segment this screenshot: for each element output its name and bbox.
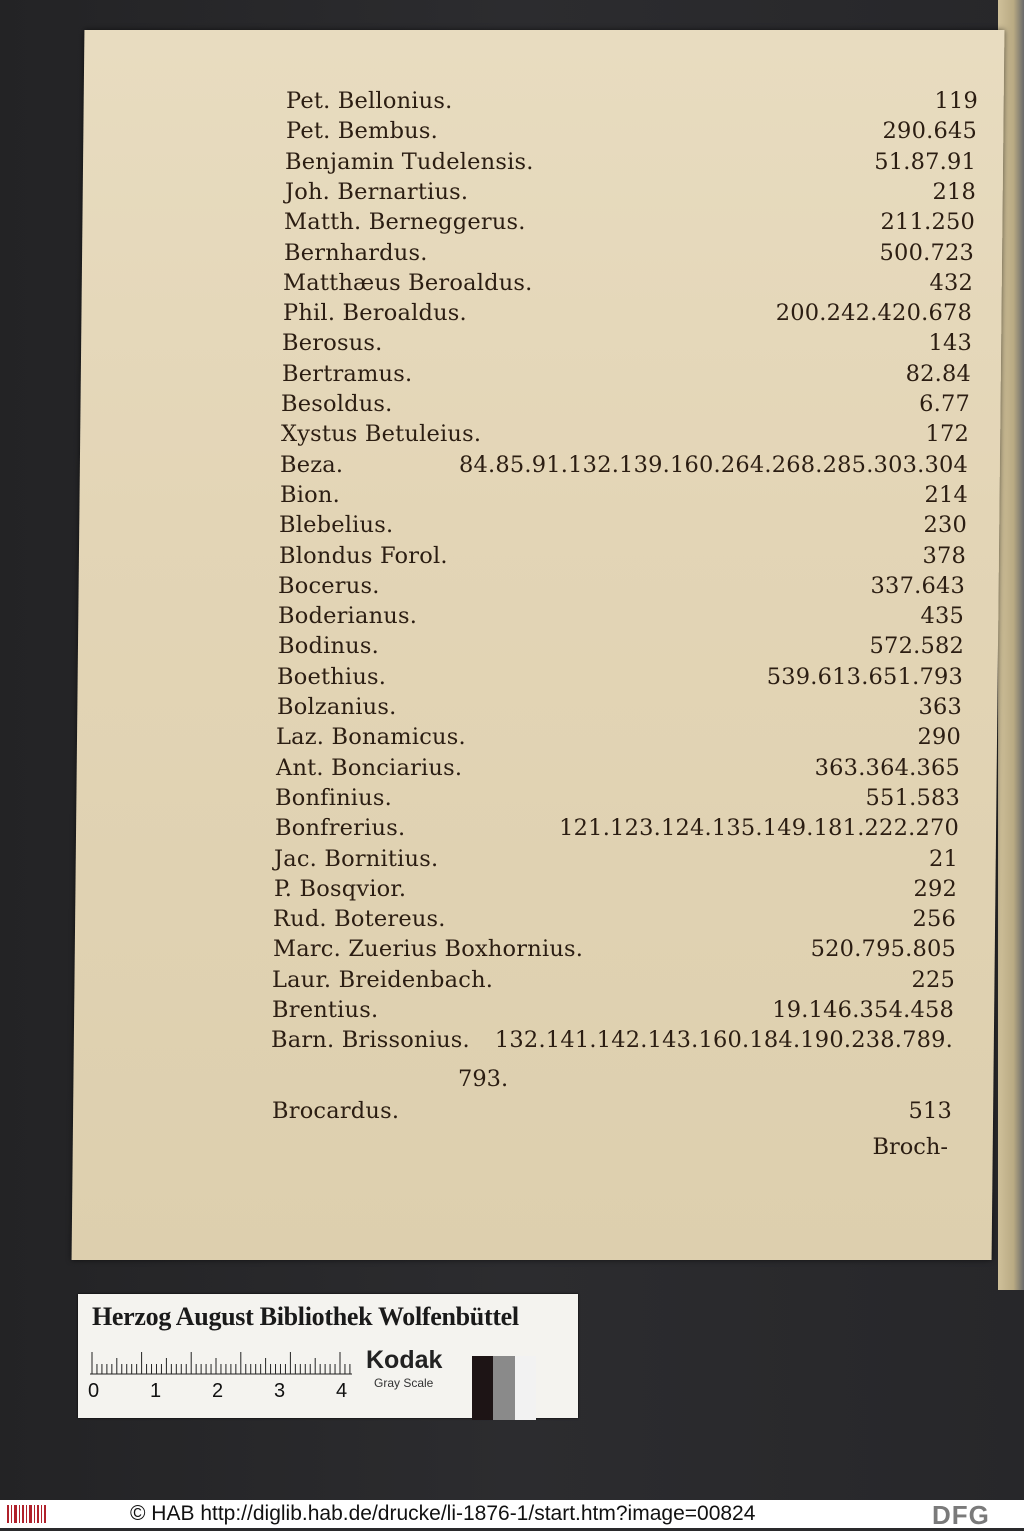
entry-pages: 500.723 <box>879 239 974 266</box>
index-entry <box>0 603 1024 633</box>
index-entry <box>0 512 1024 542</box>
entry-name: Marc. Zuerius Boxhornius. <box>273 936 584 963</box>
entry-pages: 21 <box>928 845 958 872</box>
entry-pages: 214 <box>924 481 968 508</box>
dfg-logo: DFG <box>932 1500 990 1530</box>
entry-pages: 143 <box>928 330 972 357</box>
continuation-line: 793. <box>458 1066 509 1092</box>
entry-name: Brocardus. <box>272 1098 400 1124</box>
entry-name: Boderianus. <box>278 603 418 630</box>
ruler-number: 2 <box>212 1380 224 1402</box>
entry-pages: 290.645 <box>882 118 977 145</box>
swatch-black <box>472 1356 493 1420</box>
index-entry <box>0 209 1024 239</box>
entry-pages: 19.146.354.458 <box>772 997 954 1023</box>
entry-name: Bonfrerius. <box>275 815 406 842</box>
index-entry <box>0 421 1024 451</box>
index-entry <box>0 149 1024 179</box>
entry-pages: 435 <box>920 603 964 630</box>
library-name: Herzog August Bibliothek Wolfenbüttel <box>92 1302 519 1331</box>
entry-pages: 218 <box>932 178 976 205</box>
entry-pages: 132.141.142.143.160.184.190.238.789. <box>494 1027 953 1054</box>
index-entry <box>0 300 1024 330</box>
entry-name: Besoldus. <box>281 391 393 417</box>
entry-name: Xystus Betuleius. <box>281 421 482 448</box>
entry-pages: 539.613.651.793 <box>766 663 963 690</box>
index-entry <box>0 755 1024 785</box>
entry-pages: 290 <box>917 724 961 751</box>
kodak-logo: Kodak <box>366 1346 443 1374</box>
index-entry <box>0 179 1024 209</box>
ruler-number: 4 <box>336 1380 348 1402</box>
entry-name: Pet. Bembus. <box>286 118 438 145</box>
entry-pages: 256 <box>912 906 956 933</box>
index-entry <box>0 330 1024 360</box>
entry-pages: 551.583 <box>865 784 960 811</box>
entry-name: Bodinus. <box>278 633 379 660</box>
ruler-number: 3 <box>274 1380 286 1402</box>
entry-name: Beza. <box>280 451 344 478</box>
entry-name: Pet. Bellonius. <box>286 88 453 114</box>
index-entry <box>0 543 1024 573</box>
entry-name: Benjamin Tudelensis. <box>285 148 534 175</box>
index-entry <box>0 1027 1024 1057</box>
entry-name: Ant. Bonciarius. <box>276 754 463 781</box>
swatch-white <box>515 1356 536 1420</box>
index-entry <box>0 391 1024 421</box>
index-entry <box>0 573 1024 603</box>
ruler-number: 0 <box>88 1380 100 1402</box>
entry-name: Bertramus. <box>282 360 413 387</box>
index-entry <box>0 482 1024 512</box>
entry-name: Laz. Bonamicus. <box>276 724 466 751</box>
hab-barcode-logo-icon <box>6 1503 48 1525</box>
entry-name: Rud. Botereus. <box>273 906 446 933</box>
index-entry <box>0 361 1024 391</box>
entry-name: Bion. <box>280 481 340 508</box>
entry-name: Matth. Berneggerus. <box>284 209 526 236</box>
index-entry <box>0 906 1024 936</box>
index-entry <box>0 876 1024 906</box>
entry-pages: 225 <box>911 966 955 993</box>
index-entry-last <box>0 1098 1024 1128</box>
entry-pages: 82.84 <box>905 360 971 387</box>
entry-pages: 6.77 <box>919 391 970 417</box>
index-entry <box>0 88 1024 118</box>
gray-swatches <box>472 1356 536 1420</box>
swatch-gray <box>493 1356 514 1420</box>
entry-pages: 378 <box>922 542 966 569</box>
index-entry <box>0 694 1024 724</box>
index-entry <box>0 270 1024 300</box>
index-entry <box>0 846 1024 876</box>
entry-pages: 337.643 <box>870 572 965 599</box>
index-entry <box>0 815 1024 845</box>
index-entry <box>0 664 1024 694</box>
index-entry <box>0 997 1024 1027</box>
entry-name: Brentius. <box>272 997 379 1023</box>
entry-name: Laur. Breidenbach. <box>272 966 494 993</box>
entry-pages: 292 <box>913 875 957 902</box>
index-entry <box>0 785 1024 815</box>
entry-name: Blondus Forol. <box>279 542 448 569</box>
color-calibration-card <box>78 1294 578 1418</box>
entry-name: P. Bosqvior. <box>274 875 407 902</box>
footer-bar <box>0 1500 1024 1528</box>
entry-pages: 432 <box>929 269 973 296</box>
index-entry <box>0 967 1024 997</box>
index-entry <box>0 118 1024 148</box>
entry-pages: 230 <box>923 512 967 539</box>
entry-pages: 363 <box>918 694 962 720</box>
entry-name: Bonfinius. <box>275 784 392 811</box>
entry-pages: 520.795.805 <box>810 936 956 963</box>
ruler-icon <box>90 1346 352 1376</box>
index-entry <box>0 452 1024 482</box>
index-entry <box>0 936 1024 966</box>
entry-name: Jac. Bornitius. <box>274 845 439 872</box>
index-entry <box>0 724 1024 754</box>
entry-pages: 572.582 <box>869 633 964 660</box>
entry-pages: 363.364.365 <box>814 754 960 781</box>
entry-pages: 200.242.420.678 <box>775 300 972 327</box>
entry-name: Blebelius. <box>279 512 394 539</box>
source-url: © HAB http://diglib.hab.de/drucke/li-1876-1/start.htm?image=00824 <box>130 1502 756 1525</box>
gray-scale-label: Gray Scale <box>374 1376 434 1390</box>
entry-name: Joh. Bernartius. <box>285 178 469 205</box>
ruler-number: 1 <box>150 1380 162 1402</box>
entry-name: Phil. Beroaldus. <box>283 300 467 327</box>
index-entry <box>0 240 1024 270</box>
entry-pages: 172 <box>925 421 969 448</box>
entry-name: Bocerus. <box>278 572 380 599</box>
catchword: Broch- <box>872 1134 948 1160</box>
entry-pages: 84.85.91.132.139.160.264.268.285.303.304 <box>459 451 968 478</box>
entry-name: Boethius. <box>277 663 387 690</box>
entry-name: Barn. Brissonius. <box>271 1027 470 1054</box>
index-entry <box>0 633 1024 663</box>
entry-pages: 211.250 <box>880 209 975 236</box>
entry-pages: 513 <box>908 1098 952 1124</box>
entry-name: Matthæus Beroaldus. <box>283 269 533 296</box>
ruler-numbers <box>86 1380 366 1404</box>
entry-pages: 121.123.124.135.149.181.222.270 <box>559 815 959 842</box>
entry-name: Berosus. <box>282 330 383 357</box>
entry-pages: 119 <box>934 88 978 114</box>
entry-name: Bolzanius. <box>277 694 397 720</box>
entry-name: Bernhardus. <box>284 239 428 266</box>
entry-pages: 51.87.91 <box>874 148 976 175</box>
